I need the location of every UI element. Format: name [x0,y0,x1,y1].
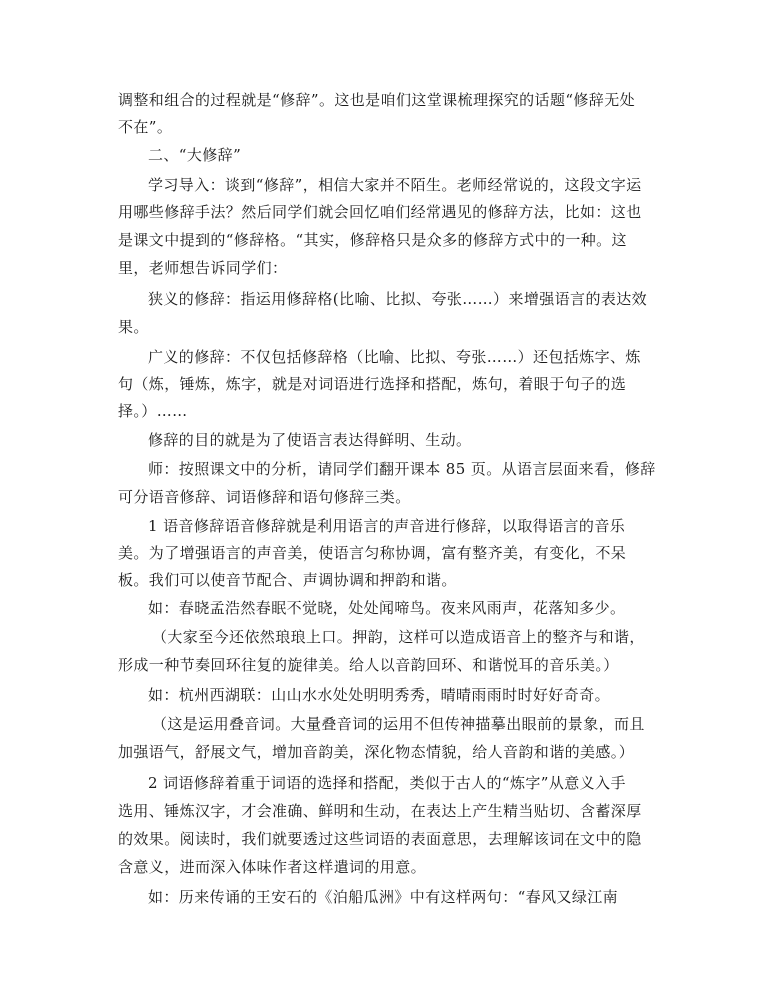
text-line: 板。我们可以使音节配合、声调协调和押韵和谐。 [118,571,457,589]
text-line: 修辞的目的就是为了使语言表达得鲜明、生动。 [148,431,472,449]
text-line: 如：历来传诵的王安石的《泊船瓜洲》中有这样两句：“春风又绿江南 [148,888,619,906]
text-line: 择。）…… [118,402,188,420]
text-line: 是课文中提到的“修辞格。“其实，修辞格只是众多的修辞方式中的一种。这 [118,231,627,249]
text-line: 不在”。 [118,118,173,136]
text-line: 句（炼，锤炼，炼字，就是对词语进行选择和搭配，炼句，着眼于句子的选 [118,375,627,393]
text-line: 含意义，进而深入体味作者这样遣词的用意。 [118,858,427,876]
text-line: 美。为了增强语言的声音美，使语言匀称协调，富有整齐美，有变化，不呆 [118,544,627,562]
text-line: 选用、锤炼汉字，才会准确、鲜明和生动，在表达上产生精当贴切、含蓄深厚 [118,802,642,820]
text-line: 师：按照课文中的分析，请同学们翻开课本 85 页。从语言层面来看，修辞 [148,460,656,478]
text-line: 广义的修辞：不仅包括修辞格（比喻、比拟、夸张……）还包括炼字、炼 [148,348,641,366]
text-line: 狭义的修辞：指运用修辞格(比喻、比拟、夸张……）来增强语言的表达效 [148,290,648,308]
text-line: 1 语音修辞语音修辞就是利用语言的声音进行修辞，以取得语言的音乐 [148,517,626,535]
text-line: 形成一种节奏回环往复的旋律美。给人以音韵回环、和谐悦耳的音乐美。） [118,656,619,674]
text-line: 如：春晓孟浩然春眠不觉晓，处处闻啼鸟。夜来风雨声，花落知多少。 [148,599,626,617]
text-line: 果。 [118,318,149,336]
text-line: 调整和组合的过程就是“修辞”。这也是咱们这堂课梳理探究的话题“修辞无处 [118,91,636,109]
text-line: 如：杭州西湖联：山山水水处处明明秀秀，晴晴雨雨时时好好奇奇。 [148,686,611,704]
text-line: 2 词语修辞着重于词语的选择和搭配，类似于古人的“炼字”从意义入手 [148,774,626,792]
text-line: 的效果。阅读时，我们就要透过这些词语的表面意思，去理解该词在文中的隐 [118,830,642,848]
section-heading: 二、“大修辞” [148,146,242,164]
text-line: 加强语气，舒展文气，增加音韵美，深化物态情貌，给人音韵和谐的美感。） [118,743,635,761]
text-line: 学习导入：谈到“修辞”，相信大家并不陌生。老师经常说的，这段文字运 [148,176,642,194]
text-line: （大家至今还依然琅琅上口。押韵，这样可以造成语音上的整齐与和谐， [152,628,645,646]
text-line: 用哪些修辞手法？然后同学们就会回忆咱们经常遇见的修辞方法，比如：这也 [118,203,642,221]
text-line: 里，老师想告诉同学们： [118,259,288,277]
text-line: 可分语音修辞、词语修辞和语句修辞三类。 [118,488,411,506]
text-line: （这是运用叠音词。大量叠音词的运用不但传神描摹出眼前的景象，而且 [152,715,645,733]
